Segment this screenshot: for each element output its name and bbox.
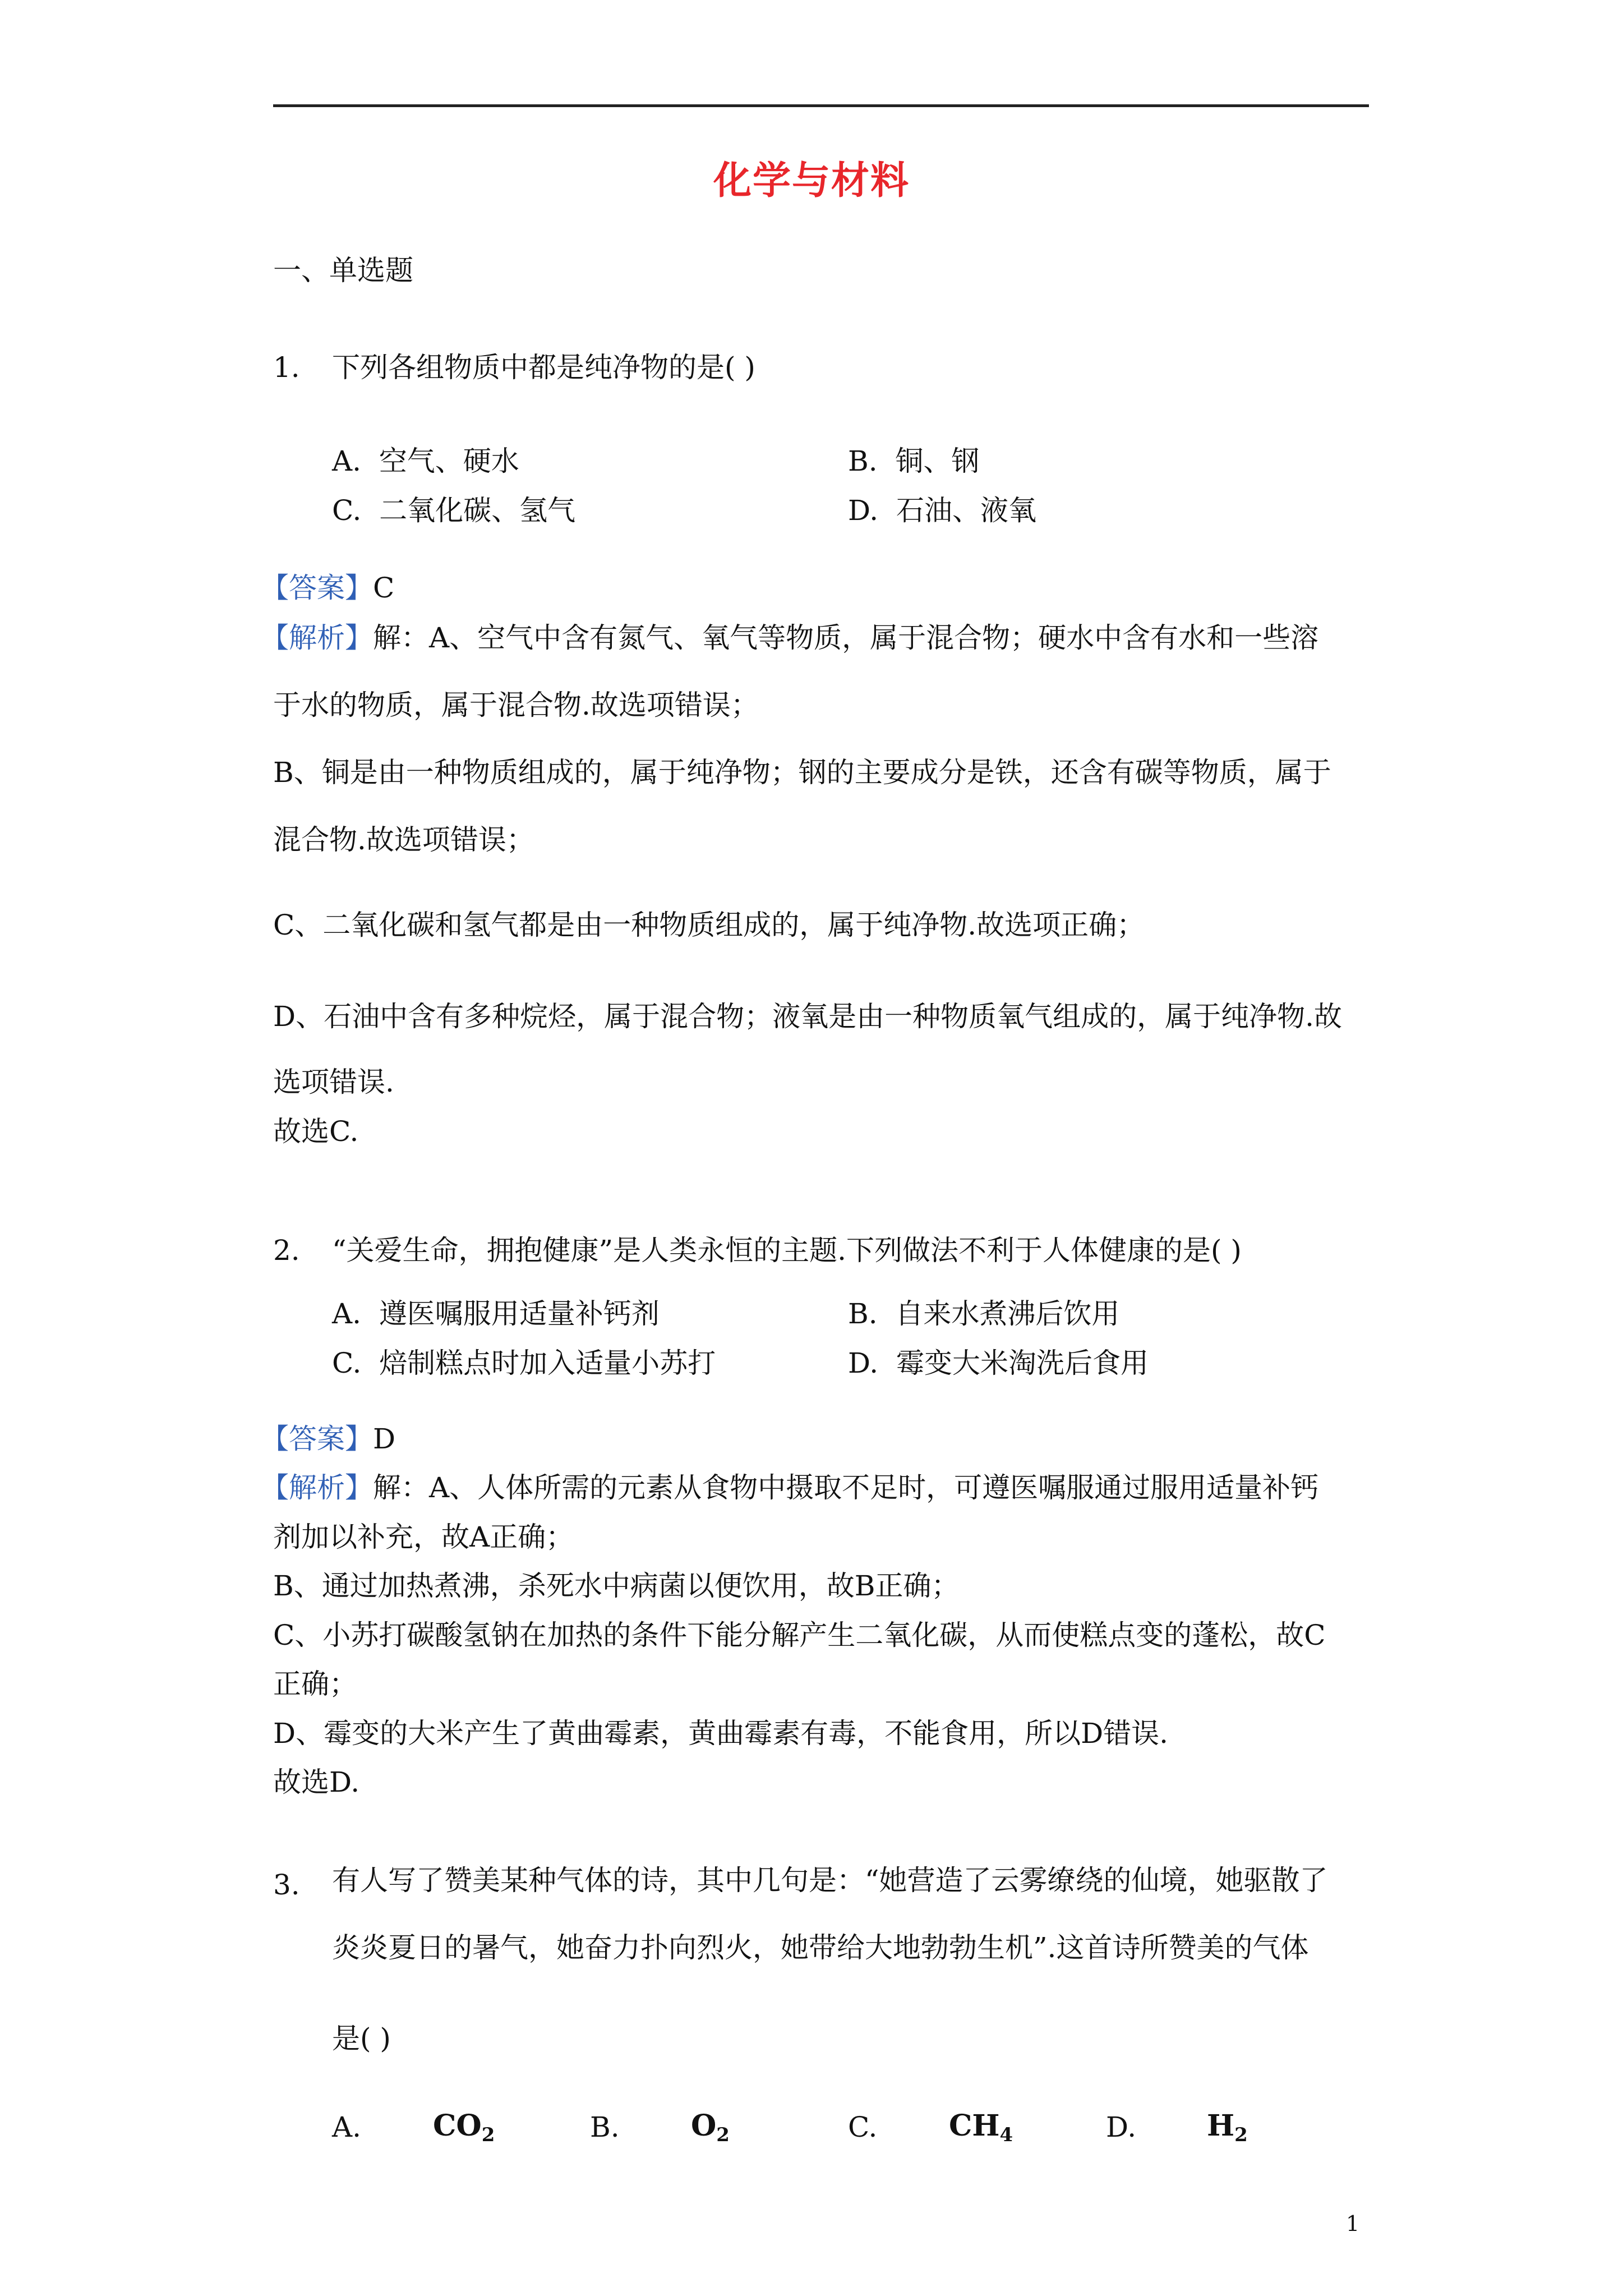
option-label: B. — [848, 445, 878, 477]
q2-analysis-line-2: 剂加以补充，故A正确； — [273, 1521, 574, 1553]
formula-subscript: 2 — [481, 2124, 495, 2146]
answer-value: C — [373, 572, 395, 604]
q1-analysis-line-3: B、铜是由一种物质组成的，属于纯净物；钢的主要成分是铁，还含有碳等物质，属于 — [273, 756, 1331, 789]
option-text: 焙制糕点时加入适量小苏打 — [379, 1347, 716, 1379]
q3-option-b-label: B. — [590, 2111, 620, 2143]
q2-answer — [261, 1421, 395, 1457]
option-text: 石油、液氧 — [896, 494, 1036, 527]
q2-option-d — [848, 1345, 1149, 1381]
option-label: B. — [848, 1297, 878, 1330]
q3-stem-line-2: 炎炎夏日的暑气，她奋力扑向烈火，她带给大地勃勃生机”.这首诗所赞美的气体 — [332, 1931, 1309, 1964]
option-label: D. — [848, 1347, 879, 1379]
header-rule — [273, 104, 1369, 107]
q1-option-c — [332, 493, 575, 528]
q2-option-b — [848, 1296, 1119, 1332]
formula-base: O — [691, 2109, 717, 2143]
analysis-text: 解：A、人体所需的元素从食物中摄取不足时，可遵医嘱服通过服用适量补钙 — [373, 1471, 1319, 1504]
option-text: 空气、硬水 — [379, 445, 519, 477]
analysis-tag: 【解析】 — [261, 1471, 373, 1504]
option-text: 二氧化碳、氢气 — [379, 494, 576, 527]
q1-answer — [261, 570, 394, 606]
q1-option-b — [848, 443, 979, 479]
option-text: 遵医嘱服用适量补钙剂 — [379, 1297, 660, 1330]
option-label: C. — [332, 1347, 362, 1379]
q2-option-c — [332, 1345, 716, 1381]
page-number: 1 — [1346, 2211, 1360, 2236]
answer-tag: 【答案】 — [261, 572, 373, 604]
formula-subscript: 4 — [999, 2124, 1013, 2146]
answer-value: D — [373, 1423, 396, 1455]
q3-option-b-formula — [691, 2108, 730, 2153]
q3-option-a-formula — [433, 2108, 495, 2153]
formula-subscript: 2 — [1234, 2124, 1248, 2146]
answer-tag: 【答案】 — [261, 1423, 373, 1455]
formula-base: H — [1207, 2109, 1235, 2143]
q1-analysis-line-6: D、石油中含有多种烷烃，属于混合物；液氧是由一种物质氧气组成的，属于纯净物.故 — [273, 1000, 1342, 1033]
q2-number: 2. — [273, 1234, 300, 1267]
option-text: 自来水煮沸后饮用 — [895, 1297, 1120, 1330]
q2-analysis-line-5: 正确； — [273, 1668, 357, 1700]
option-label: A. — [332, 445, 362, 477]
q3-option-c-label: C. — [848, 2111, 878, 2143]
option-text: 铜、钢 — [895, 445, 980, 477]
q3-option-a-label: A. — [332, 2111, 362, 2143]
q3-option-c-formula — [949, 2108, 1013, 2153]
analysis-text: 解：A、空气中含有氮气、氧气等物质，属于混合物；硬水中含有水和一些溶 — [373, 622, 1319, 654]
q2-analysis-line-3: B、通过加热煮沸，杀死水中病菌以便饮用，故B正确； — [273, 1570, 960, 1602]
section-heading: 一、单选题 — [273, 254, 413, 287]
q1-analysis-line-4: 混合物.故选项错误； — [273, 823, 534, 856]
q1-analysis-line-5: C、二氧化碳和氢气都是由一种物质组成的，属于纯净物.故选项正确； — [273, 909, 1145, 941]
option-label: A. — [332, 1297, 362, 1330]
q2-stem: “关爱生命，拥抱健康”是人类永恒的主题.下列做法不利于人体健康的是( ) — [332, 1234, 1242, 1267]
formula-subscript: 2 — [716, 2124, 730, 2146]
q1-analysis-line-8: 故选C. — [273, 1115, 359, 1148]
q2-option-a — [332, 1296, 660, 1332]
option-label: D. — [848, 494, 879, 527]
q3-number: 3. — [273, 1869, 300, 1901]
q1-stem: 下列各组物质中都是纯净物的是( ) — [332, 351, 755, 384]
q3-option-d-label: D. — [1106, 2111, 1137, 2143]
option-text: 霉变大米淘洗后食用 — [896, 1347, 1149, 1379]
q2-analysis-line-6: D、霉变的大米产生了黄曲霉素，黄曲霉素有毒，不能食用，所以D错误. — [273, 1717, 1169, 1750]
q2-analysis-line-1 — [261, 1470, 1318, 1506]
option-label: C. — [332, 494, 362, 527]
q3-option-d-formula — [1207, 2108, 1248, 2153]
q1-analysis-line-7: 选项错误. — [273, 1066, 394, 1098]
formula-base: CH — [949, 2109, 1000, 2143]
q2-analysis-line-7: 故选D. — [273, 1766, 360, 1798]
q2-analysis-line-4: C、小苏打碳酸氢钠在加热的条件下能分解产生二氧化碳，从而使糕点变的蓬松，故C — [273, 1619, 1326, 1651]
q1-number: 1. — [273, 351, 300, 384]
q1-option-a — [332, 443, 519, 479]
page-title: 化学与材料 — [713, 158, 910, 203]
q3-stem-line-3: 是( ) — [332, 2022, 391, 2055]
q1-option-d — [848, 493, 1036, 528]
q1-analysis-line-2: 于水的物质，属于混合物.故选项错误； — [273, 689, 759, 721]
q3-stem-line-1: 有人写了赞美某种气体的诗，其中几句是：“她营造了云雾缭绕的仙境，她驱散了 — [332, 1864, 1328, 1897]
q1-analysis-line-1 — [261, 620, 1318, 656]
analysis-tag: 【解析】 — [261, 622, 373, 654]
formula-base: CO — [433, 2109, 482, 2143]
